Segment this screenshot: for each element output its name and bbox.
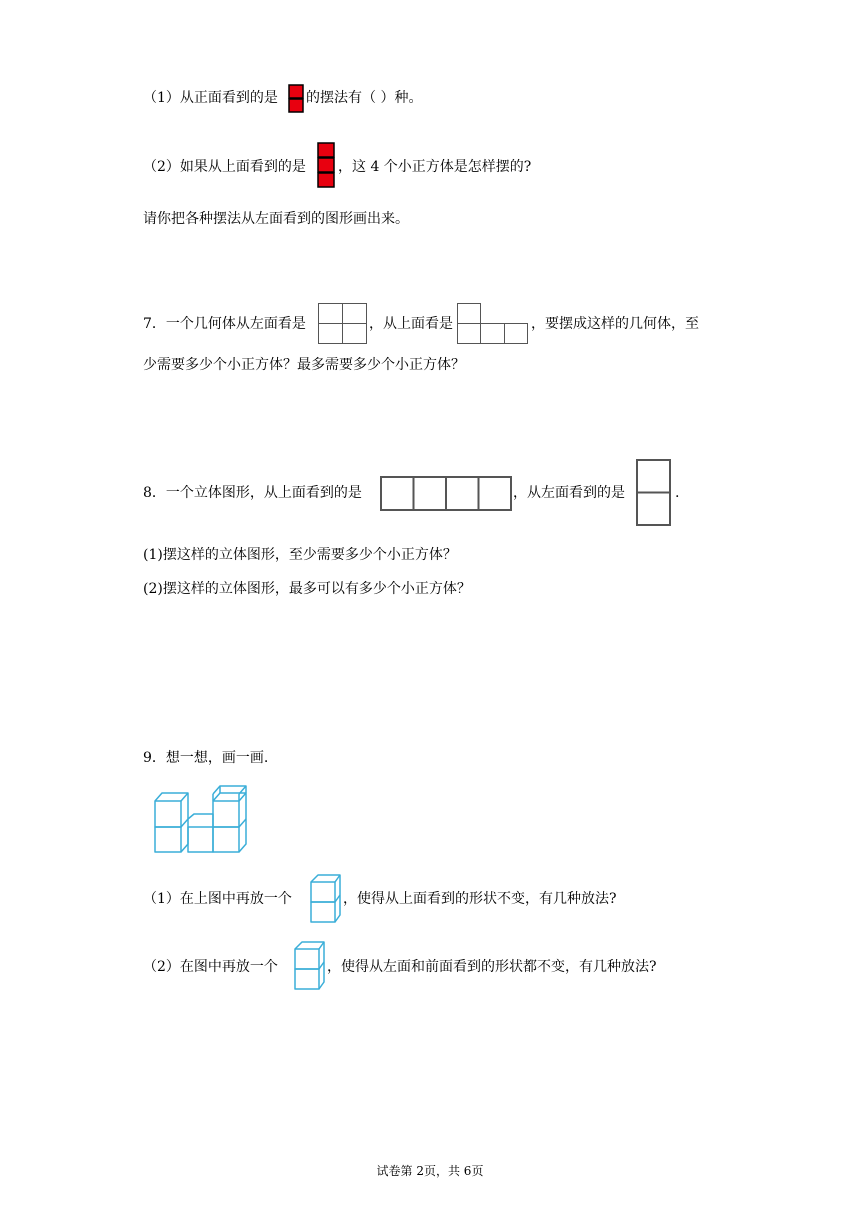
q9-single-cube-icon-2 <box>293 940 327 992</box>
q7-left-view-figure <box>318 303 368 345</box>
q7-suffix: ，要摆成这样的几何体，至 <box>531 316 699 332</box>
q9-sub2-prefix: （2）在图中再放一个 <box>143 959 278 975</box>
q6-part2-suffix: ，这 4 个小正方体是怎样摆的? <box>338 159 532 175</box>
q9-sub1-prefix: （1）在上图中再放一个 <box>143 891 292 907</box>
q7-top-view-figure <box>457 303 529 345</box>
q7-prefix: 7．一个几何体从左面看是 <box>143 316 306 332</box>
q8-prefix: 8．一个立体图形，从上面看到的是 <box>143 485 362 501</box>
q7-middle: ，从上面看是 <box>369 316 453 332</box>
page-footer: 试卷第 2页，共 6页 <box>376 1164 484 1178</box>
q9-sub2-suffix: ，使得从左面和前面看到的形状都不变，有几种放法? <box>327 959 657 975</box>
q8-top-view-figure <box>380 476 512 512</box>
q8-left-view-figure <box>636 459 672 527</box>
q9-single-cube-icon-1 <box>309 873 343 925</box>
q8-middle: ，从左面看到的是 <box>513 485 625 501</box>
q9-cube-structure <box>152 784 250 856</box>
q6-part1 <box>143 88 278 108</box>
q9-sub1-suffix: ，使得从上面看到的形状不变，有几种放法? <box>343 891 617 907</box>
q8-suffix: . <box>675 485 680 501</box>
top-view-three-red-squares <box>316 141 336 189</box>
q7-line2: 少需要多少个小正方体？最多需要多少个小正方体？ <box>143 357 465 373</box>
q6-part1-suffix: 的摆法有（ ）种。 <box>306 90 423 106</box>
q6-instruction: 请你把各种摆法从左面看到的图形画出来。 <box>143 211 409 227</box>
front-view-two-red-squares <box>288 84 304 114</box>
q6-part1-prefix: （1）从正面看到的是 <box>143 90 278 106</box>
q6-part2-prefix: （2）如果从上面看到的是 <box>143 159 306 175</box>
q8-sub2: (2)摆这样的立体图形，最多可以有多少个小正方体？ <box>143 581 471 597</box>
q9-title: 9．想一想，画一画. <box>143 750 269 766</box>
q8-sub1: (1)摆这样的立体图形，至少需要多少个小正方体？ <box>143 547 457 563</box>
